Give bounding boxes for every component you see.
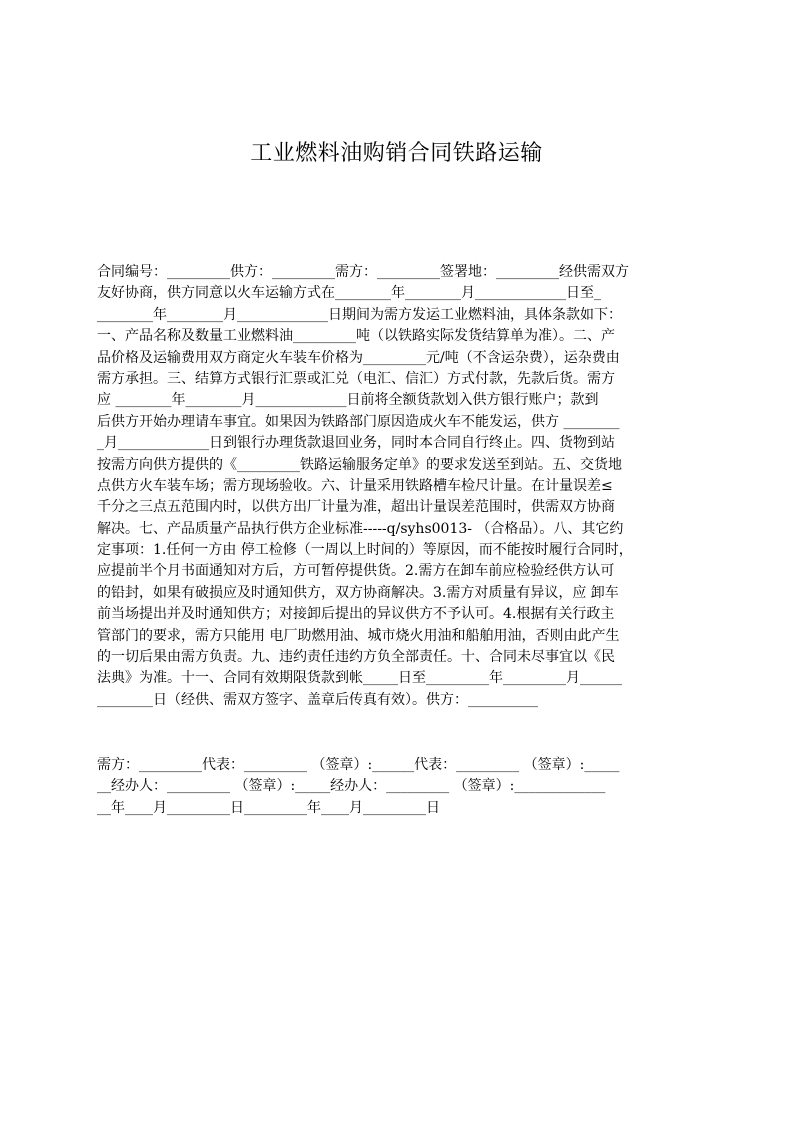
document-title: 工业燃料油购销合同铁路运输 [250, 141, 543, 166]
body-text-line: 一、产品名称及数量工业燃料油_________吨（以铁路实际发货结算单为准）。二、产 [97, 328, 615, 345]
body-text-line: 点供方火车装车场；需方现场验收。六、计量采用铁路槽车检尺计量。在计量误差≤ [97, 477, 613, 494]
body-text-line: _月_____________日到银行办理货款退回业务，同时本合同自行终止。四、货物到站 [97, 435, 615, 452]
body-text-line: 定事项：1.任何一方由 停工检修（一周以上时间的）等原因，而不能按时履行合同时， [97, 542, 633, 559]
body-text-line: 管部门的要求，需方只能用 电厂助燃用油、城市烧火用油和船舶用油，否则由此产生 [97, 627, 620, 644]
body-text-line: 合同编号：_________供方：_________需方：_________签署地：_________经供需双方 [97, 264, 629, 280]
signature-block [97, 755, 709, 819]
body-text-line: 应提前半个月书面通知对方后，方可暂停提供货。2.需方在卸车前应检验经供方认可 [97, 563, 615, 580]
signature-line: __经办人：_________ （签章）:_____经办人：_________ （签章）:_____________ [97, 778, 606, 795]
body-text-line: 友好协商，供方同意以火车运输方式在________年________月_____________日至_ [97, 285, 601, 302]
signature-line: 需方：_________代表：_________ （签章）:______代表：_________ （签章）:_____ [97, 757, 620, 773]
body-text-line: 的铅封，如果有破损应及时通知供方，双方协商解决。3.需方对质量有异议，应 卸车 [97, 584, 619, 601]
body-text-line: 需方承担。三、结算方式银行汇票或汇兑（电汇、信汇）方式付款，先款后货。需方 [97, 370, 615, 387]
body-text-line: 前当场提出并及时通知供方；对接卸后提出的异议供方不予认可。4.根据有关行政主 [97, 606, 615, 623]
body-text-line: 千分之三点五范围内时，以供方出厂计量为准，超出计量误差范围时，供需双方协商 [97, 499, 615, 516]
body-text-line: 的一切后果由需方负责。九、违约责任违约方负全部责任。十、合同未尽事宜以《民 [97, 649, 615, 666]
signature-line: __年____月_________日_________年____月_________日 [97, 799, 440, 816]
body-text-line: 解决。七、产品质量产品执行供方企业标准-----q/syhs0013- （合格品）。八、其它约 [97, 520, 624, 537]
body-text-line: 法典》为准。十一、合同有效期限货款到帐_____日至_________年_________月______ [97, 670, 622, 687]
body-text-line: 后供方开始办理请车事宜。如果因为铁路部门原因造成火车不能发运，供方 ________ [97, 413, 620, 430]
body-text-line: ________日（经供、需双方签字、盖章后传真有效）。供方：__________ [97, 691, 538, 708]
contract-body [97, 262, 709, 711]
body-text-line: 品价格及运输费用双方商定火车装车价格为_________元/吨（不含运杂费），运杂费由 [97, 349, 620, 366]
body-text-line: 应 ________年________月_____________日前将全额货款划入供方银行账户；款到 [97, 392, 599, 409]
body-text-line: ________年________月_____________日期间为需方发运工业燃料油，具体条款如下： [97, 306, 622, 323]
body-text-line: 按需方向供方提供的《_________铁路运输服务定单》的要求发送至到站。五、交货地 [97, 456, 622, 473]
